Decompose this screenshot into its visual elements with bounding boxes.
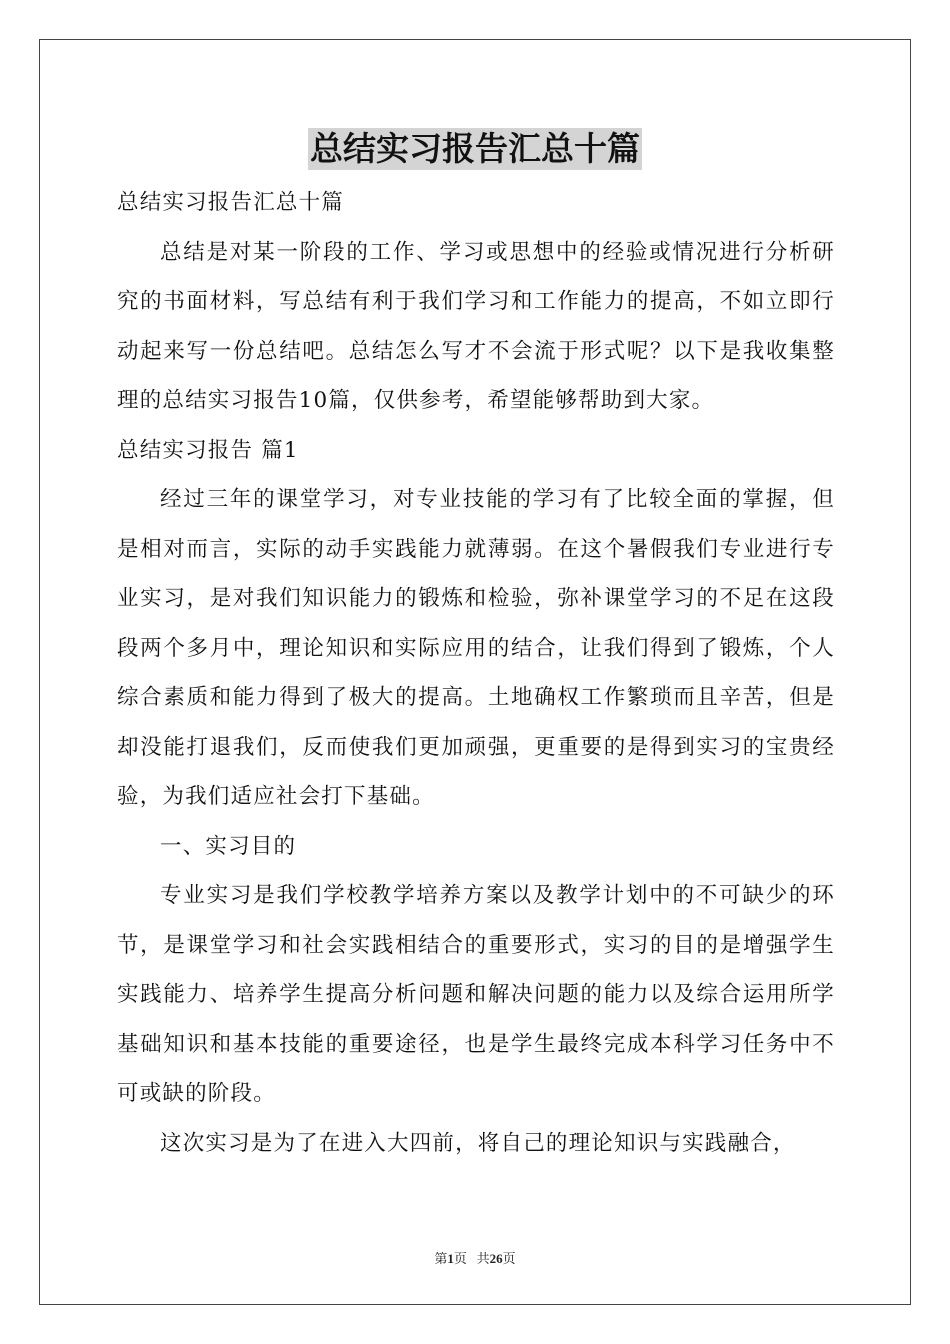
page-prefix: 第 (434, 1251, 448, 1266)
paragraph-intro: 总结是对某一阶段的工作、学习或思想中的经验或情况进行分析研究的书面材料，写总结有利于我们学习和工作能力的提高，不如立即行动起来写一份总结吧。总结怎么写才不会流于形式呢？以下是我收集整理的总结实习报告10篇，仅供参考，希望能够帮助到大家。 (117, 239, 835, 413)
paragraph-body: 这次实习是为了在进入大四前，将自己的理论知识与实践融合， (160, 1130, 796, 1156)
paragraph-body: 专业实习是我们学校教学培养方案以及教学计划中的不可缺少的环节，是课堂学习和社会实践相结合的重要形式，实习的目的是增强学生实践能力、培养学生提高分析问题和解决问题的能力以及综合运用所学基础知识和基本技能的重要途径，也是学生最终完成本科学习任务中不可或缺的阶段。 (117, 883, 835, 1106)
total-suffix: 页 (502, 1251, 516, 1266)
section-heading-1: 总结实习报告 篇1 (117, 437, 299, 463)
title-wrap (0, 128, 950, 170)
total-pages: 26 (489, 1251, 503, 1266)
paragraph-body: 经过三年的课堂学习，对专业技能的学习有了比较全面的掌握，但是相对而言，实际的动手实践能力就薄弱。在这个暑假我们专业进行专业实习，是对我们知识能力的锻炼和检验，弥补课堂学习的不足在这段段两个多月中，理论知识和实际应用的结合，让我们得到了锻炼，个人综合素质和能力得到了极大的提高。土地确权工作繁琐而且辛苦，但是却没能打退我们，反而使我们更加顽强，更重要的是得到实习的宝贵经验，为我们适应社会打下基础。 (117, 487, 835, 809)
subsection-heading: 一、实习目的 (160, 833, 297, 859)
total-prefix: 共 (476, 1251, 490, 1266)
document-body (117, 178, 835, 1168)
page-number: 1 (447, 1251, 454, 1266)
document-title: 总结实习报告汇总十篇 (310, 129, 640, 168)
page-footer (0, 1248, 950, 1267)
paragraph-subtitle: 总结实习报告汇总十篇 (117, 190, 345, 215)
page-suffix: 页 (453, 1251, 467, 1266)
